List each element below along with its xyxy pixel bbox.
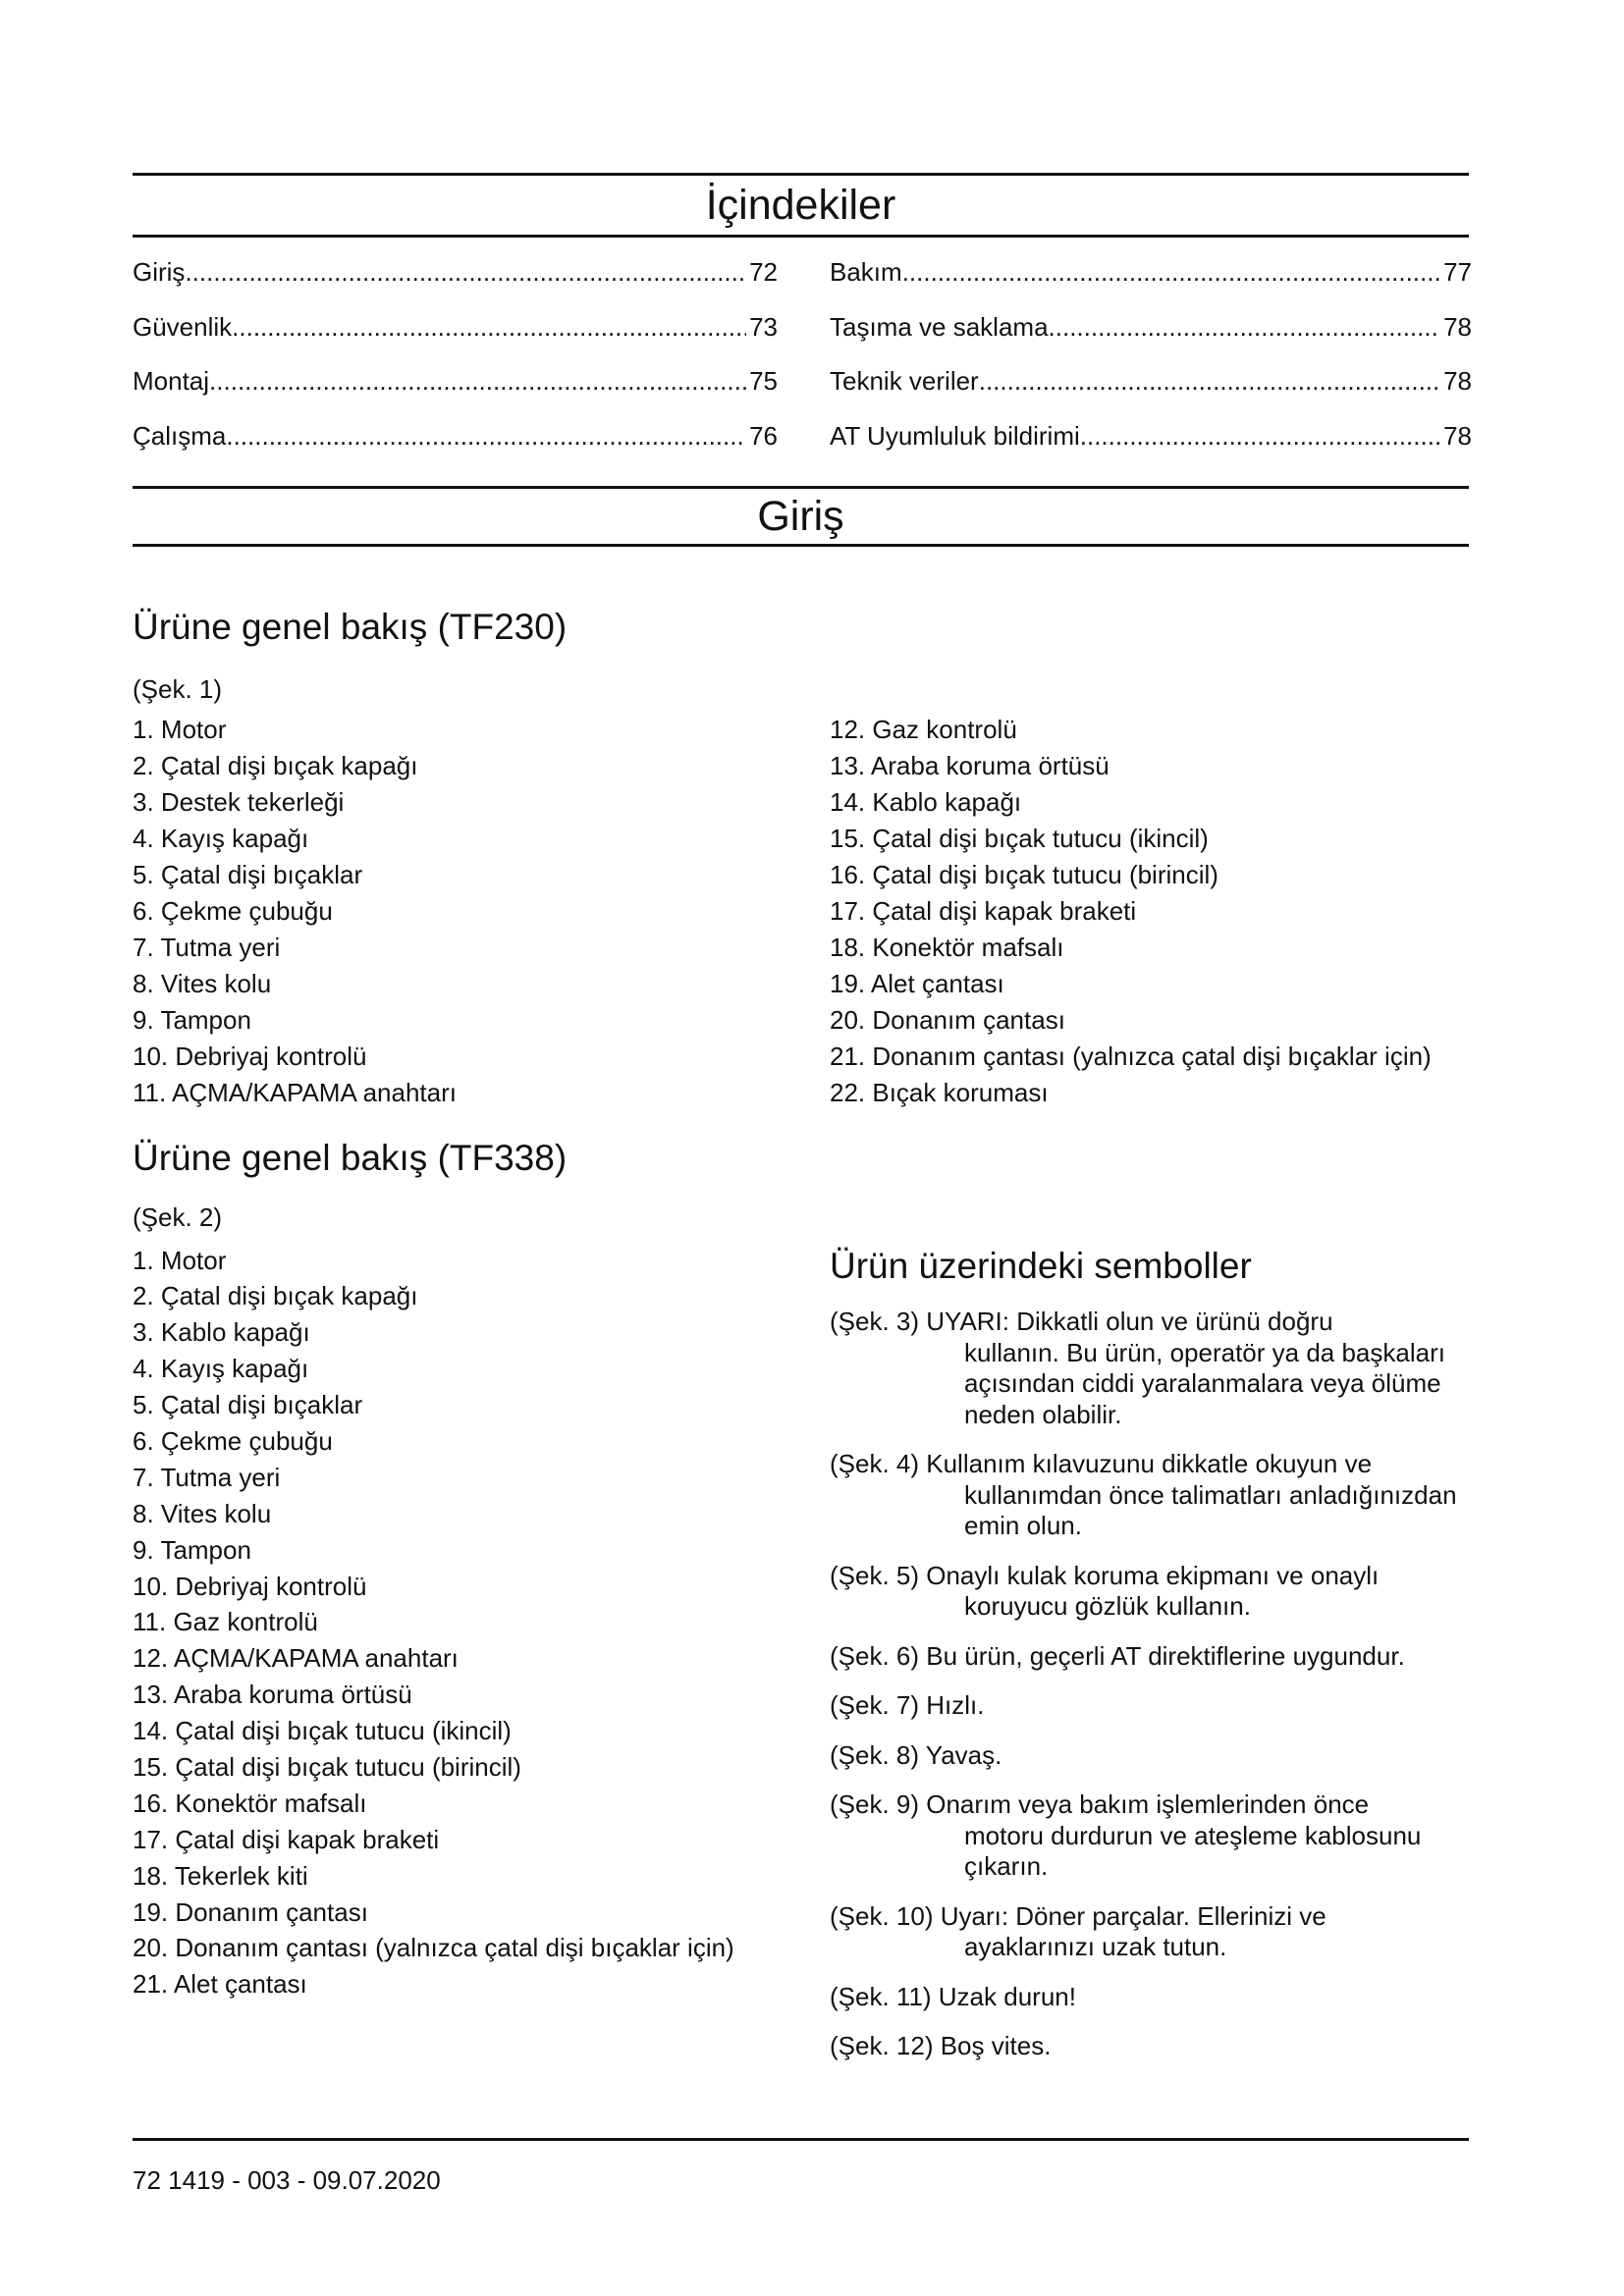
- list-item: 9. Tampon: [133, 1534, 251, 1565]
- list-item: 17. Çatal dişi kapak braketi: [133, 1824, 440, 1854]
- list-item: 6. Çekme çubuğu: [133, 1425, 333, 1456]
- list-item: 6. Çekme çubuğu: [133, 896, 333, 926]
- list-item: 14. Çatal dişi bıçak tutucu (ikincil): [133, 1716, 512, 1746]
- toc-entry-page: 77: [1443, 257, 1472, 287]
- toc-entry-giris[interactable]: [133, 245, 778, 300]
- symbol-description-line: çıkarın.: [964, 1851, 1049, 1881]
- toc-entry-label: Güvenlik: [133, 311, 233, 342]
- toc-entry-guvenlik[interactable]: [133, 300, 778, 355]
- symbol-description: [830, 1789, 1472, 1883]
- toc-entry-page: 78: [1443, 366, 1472, 397]
- toc-leader: [226, 409, 746, 464]
- symbol-description-line: (Şek. 4) Kullanım kılavuzunu dikkatle okuyun ve: [830, 1449, 1373, 1478]
- toc-leader: [902, 245, 1440, 300]
- toc-entry-label: AT Uyumluluk bildirimi: [830, 421, 1080, 452]
- toc-entry-bakim[interactable]: [830, 245, 1472, 300]
- toc-entry-page: 72: [749, 257, 778, 287]
- figure-reference: (Şek. 1): [133, 674, 223, 704]
- divider: [133, 2138, 1469, 2141]
- list-item: 21. Alet çantası: [133, 1969, 307, 2000]
- list-item: 7. Tutma yeri: [133, 933, 281, 962]
- section-title: Giriş: [757, 493, 844, 540]
- list-item: 16. Konektör mafsalı: [133, 1788, 367, 1818]
- list-item: 19. Alet çantası: [830, 969, 1004, 998]
- list-item: 15. Çatal dişi bıçak tutucu (birincil): [133, 1751, 521, 1782]
- toc-leader: [185, 245, 746, 300]
- list-item: 3. Kablo kapağı: [133, 1317, 310, 1348]
- symbol-description-line: (Şek. 11) Uzak durun!: [830, 1981, 1076, 2011]
- toc-entry-page: 76: [749, 421, 778, 452]
- list-item: 19. Donanım çantası: [133, 1896, 368, 1927]
- list-item: 13. Araba koruma örtüsü: [830, 751, 1110, 780]
- symbol-description-line: (Şek. 6) Bu ürün, geçerli AT direktiflerine uygundur.: [830, 1640, 1405, 1671]
- toc-entry-label: Giriş: [133, 257, 186, 287]
- list-item: 4. Kayış kapağı: [133, 1354, 309, 1384]
- list-item: 21. Donanım çantası (yalnızca çatal dişi bıçaklar için): [830, 1041, 1432, 1071]
- symbol-description-line: (Şek. 8) Yavaş.: [830, 1739, 1002, 1770]
- toc-entry-at-uyumluluk[interactable]: [830, 409, 1472, 464]
- symbol-description-line: (Şek. 3) UYARI: Dikkatli olun ve ürünü doğru: [830, 1307, 1333, 1336]
- list-item: 8. Vites kolu: [133, 1498, 272, 1528]
- list-item: 2. Çatal dişi bıçak kapağı: [133, 751, 418, 780]
- toc-leader: [209, 354, 746, 409]
- list-item: 10. Debriyaj kontrolü: [133, 1571, 367, 1601]
- toc-entry-page: 75: [749, 366, 778, 397]
- parts-list-tf230-right: [830, 712, 1432, 1111]
- toc-entry-label: Taşıma ve saklama: [830, 311, 1049, 342]
- list-item: 1. Motor: [133, 1245, 227, 1275]
- symbol-description-line: kullanın. Bu ürün, operatör ya da başkaları: [964, 1337, 1445, 1367]
- toc-column-left: [133, 245, 778, 464]
- list-item: 3. Destek tekerleği: [133, 787, 345, 817]
- symbol-description-line: motoru durdurun ve ateşleme kablosunu: [964, 1820, 1422, 1850]
- symbol-description-line: neden olabilir.: [964, 1399, 1122, 1429]
- symbol-description-line: (Şek. 9) Onarım veya bakım işlemlerinden önce: [830, 1789, 1370, 1819]
- divider: [133, 235, 1469, 238]
- toc-entry-tasima-ve-saklama[interactable]: [830, 300, 1472, 355]
- list-item: 11. Gaz kontrolü: [133, 1607, 318, 1637]
- list-item: 10. Debriyaj kontrolü: [133, 1041, 367, 1071]
- list-item: 1. Motor: [133, 715, 227, 744]
- toc-entry-montaj[interactable]: [133, 354, 778, 409]
- symbol-description: [830, 1561, 1472, 1623]
- figure-reference: (Şek. 2): [133, 1202, 223, 1232]
- symbol-description: [830, 1740, 1472, 1772]
- toc-entry-label: Bakım: [830, 257, 902, 287]
- symbols-list: [830, 1307, 1472, 2081]
- list-item: 9. Tampon: [133, 1005, 251, 1035]
- symbol-description: [830, 1449, 1472, 1542]
- symbol-description: [830, 2031, 1472, 2062]
- overview-tf230-heading: Ürüne genel bakış (TF230): [133, 607, 568, 647]
- toc-entry-teknik-veriler[interactable]: [830, 354, 1472, 409]
- symbols-heading: Ürün üzerindeki semboller: [830, 1246, 1252, 1286]
- list-item: 8. Vites kolu: [133, 969, 272, 998]
- toc-leader: [1080, 409, 1440, 464]
- footer-document-reference: 72 1419 - 003 - 09.07.2020: [133, 2165, 441, 2195]
- parts-list-tf338: [133, 1243, 734, 2003]
- toc-entry-page: 78: [1443, 421, 1472, 452]
- list-item: 11. AÇMA/KAPAMA anahtarı: [133, 1078, 457, 1107]
- toc-leader: [979, 354, 1440, 409]
- symbol-description: [830, 1982, 1472, 2013]
- list-item: 12. Gaz kontrolü: [830, 715, 1017, 744]
- list-item: 4. Kayış kapağı: [133, 824, 309, 853]
- list-item: 7. Tutma yeri: [133, 1462, 281, 1492]
- toc-entry-calisma[interactable]: [133, 409, 778, 464]
- symbol-description-line: açısından ciddi yaralanmalara veya ölüme: [964, 1368, 1441, 1398]
- symbol-description: [830, 1901, 1472, 1963]
- list-item: 12. AÇMA/KAPAMA anahtarı: [133, 1643, 459, 1674]
- symbol-description: [830, 1690, 1472, 1722]
- list-item: 20. Donanım çantası: [830, 1005, 1065, 1035]
- list-item: 16. Çatal dişi bıçak tutucu (birincil): [830, 860, 1218, 889]
- toc-entry-label: Çalışma: [133, 421, 227, 452]
- toc-column-right: [830, 245, 1472, 464]
- list-item: 2. Çatal dişi bıçak kapağı: [133, 1281, 418, 1311]
- symbol-description-line: kullanımdan önce talimatları anladığınızdan: [964, 1479, 1457, 1510]
- toc-leader: [232, 300, 746, 355]
- overview-tf338-heading: Ürüne genel bakış (TF338): [133, 1138, 568, 1178]
- toc-entry-label: Montaj: [133, 366, 210, 397]
- list-item: 5. Çatal dişi bıçaklar: [133, 860, 363, 889]
- divider: [133, 544, 1469, 547]
- divider: [133, 173, 1469, 176]
- list-item: 17. Çatal dişi kapak braketi: [830, 896, 1137, 926]
- list-item: 13. Araba koruma örtüsü: [133, 1680, 412, 1710]
- toc-entry-page: 73: [749, 311, 778, 342]
- parts-list-tf230-left: [133, 712, 457, 1111]
- toc-leader: [1049, 300, 1441, 355]
- list-item: 5. Çatal dişi bıçaklar: [133, 1390, 363, 1420]
- list-item: 22. Bıçak koruması: [830, 1078, 1049, 1107]
- toc-title: İçindekiler: [705, 182, 896, 229]
- symbol-description-line: (Şek. 7) Hızlı.: [830, 1690, 985, 1720]
- list-item: 18. Konektör mafsalı: [830, 933, 1064, 962]
- list-item: 14. Kablo kapağı: [830, 787, 1022, 817]
- symbol-description: [830, 1307, 1472, 1430]
- list-item: 20. Donanım çantası (yalnızca çatal dişi bıçaklar için): [133, 1933, 734, 1963]
- list-item: 15. Çatal dişi bıçak tutucu (ikincil): [830, 824, 1209, 853]
- symbol-description: [830, 1641, 1472, 1673]
- symbol-description-line: (Şek. 5) Onaylı kulak koruma ekipmanı ve onaylı: [830, 1560, 1380, 1590]
- toc-entry-label: Teknik veriler: [830, 366, 979, 397]
- symbol-description-line: koruyucu gözlük kullanın.: [964, 1591, 1251, 1621]
- symbol-description-line: ayaklarınızı uzak tutun.: [964, 1932, 1227, 1961]
- symbol-description-line: (Şek. 10) Uyarı: Döner parçalar. Ellerinizi ve: [830, 1900, 1326, 1931]
- symbol-description-line: (Şek. 12) Boş vites.: [830, 2031, 1052, 2060]
- toc-entry-page: 78: [1443, 311, 1472, 342]
- list-item: 18. Tekerlek kiti: [133, 1860, 308, 1891]
- symbol-description-line: emin olun.: [964, 1511, 1082, 1540]
